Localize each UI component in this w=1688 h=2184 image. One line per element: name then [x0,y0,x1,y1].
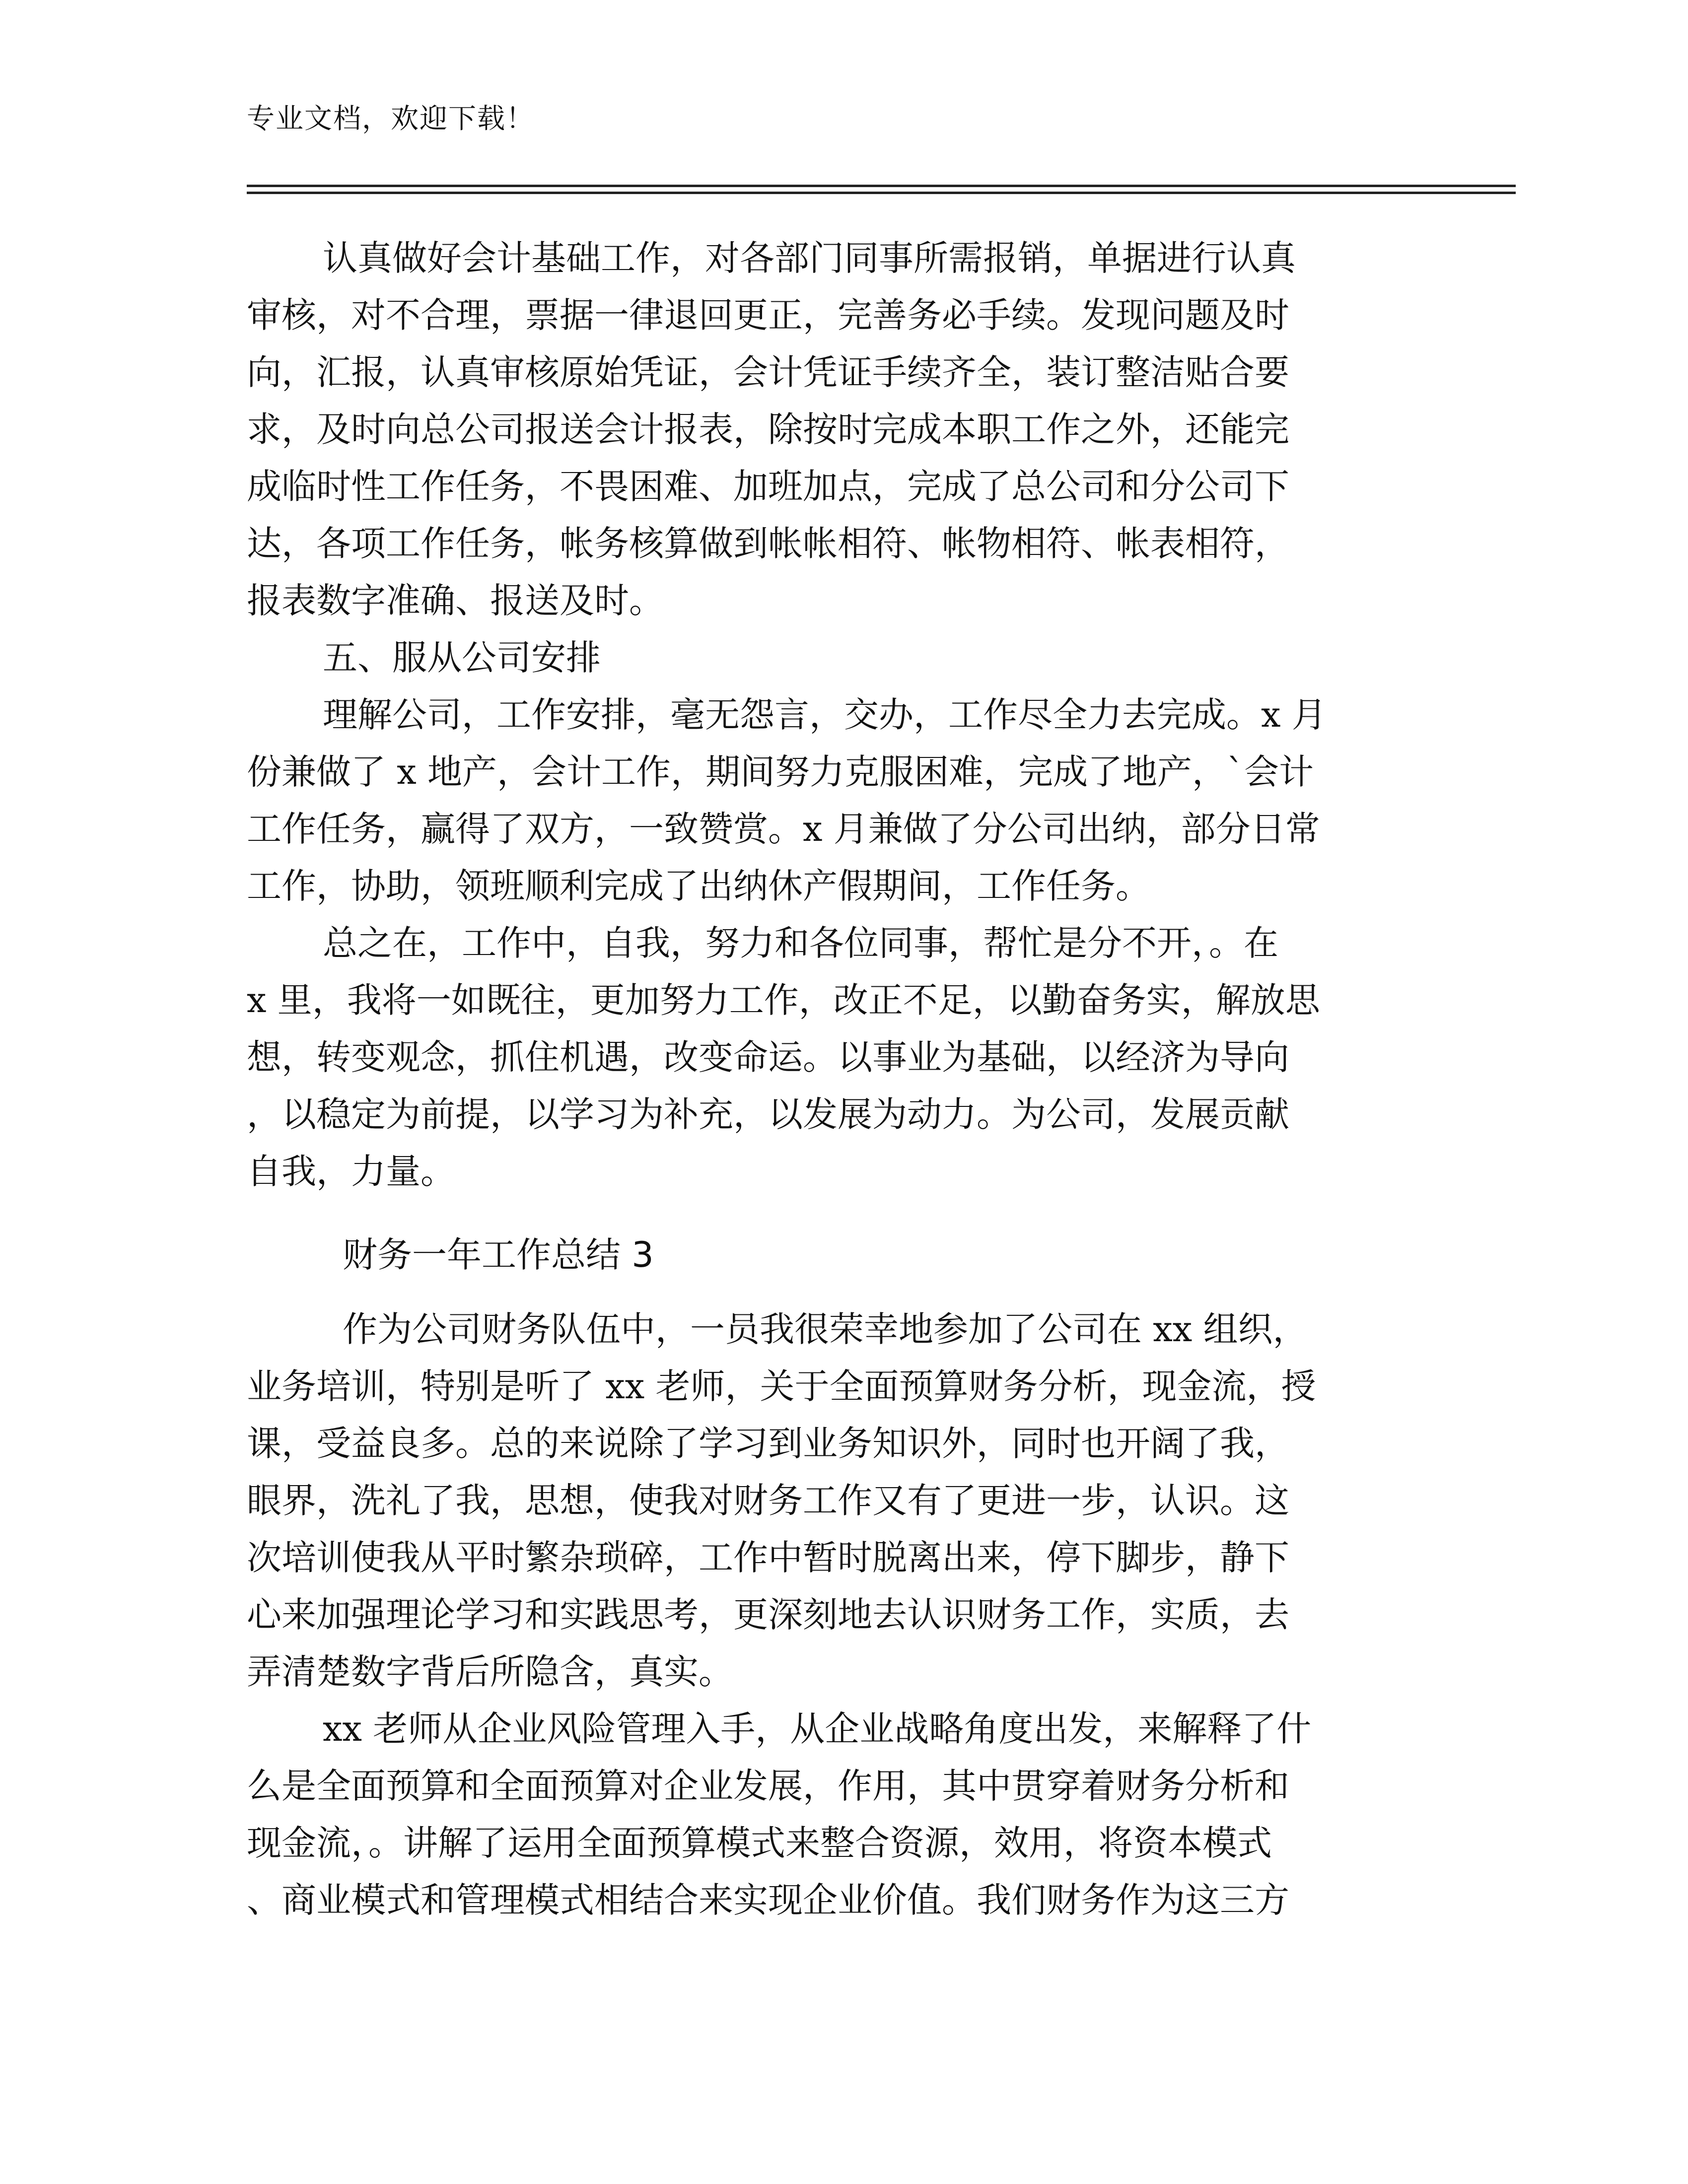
section-title: 财务一年工作总结 3 [343,1234,654,1275]
text-line: 业务培训，特别是听了 xx 老师，关于全面预算财务分析，现金流，授 [247,1366,1316,1407]
text-line: 作为公司财务队伍中，一员我很荣幸地参加了公司在 xx 组织， [343,1309,1308,1350]
text-line: 自我，力量。 [247,1151,455,1192]
text-line: 课，受益良多。总的来说除了学习到业务知识外，同时也开阔了我， [247,1423,1289,1464]
text-line: 份兼做了 x 地产，会计工作，期间努力克服困难，完成了地产，`会计 [247,751,1314,792]
subheading: 五、服从公司安排 [323,637,601,678]
text-line: 工作任务，赢得了双方，一致赞赏。x 月兼做了分公司出纳，部分日常 [247,809,1320,849]
text-line: 工作，协助，领班顺利完成了出纳休产假期间，工作任务。 [247,866,1150,906]
header-rule-top [247,185,1516,187]
header-rule-bottom [247,192,1516,194]
text-line: 报表数字准确、报送及时。 [247,580,664,621]
text-line: 心来加强理论学习和实践思考，更深刻地去认识财务工作，实质，去 [247,1594,1289,1635]
text-line: 审核，对不合理，票据一律退回更正，完善务必手续。发现问题及时 [247,295,1289,336]
text-line: 认真做好会计基础工作，对各部门同事所需报销，单据进行认真 [323,238,1296,278]
text-line: 弄清楚数字背后所隐含，真实。 [247,1651,733,1692]
text-line: ，以稳定为前提，以学习为补充，以发展为动力。为公司，发展贡献 [247,1094,1289,1135]
text-line: x 里，我将一如既往，更加努力工作，改正不足，以勤奋务实，解放思 [247,980,1320,1021]
text-line: 、商业模式和管理模式相结合来实现企业价值。我们财务作为这三方 [247,1880,1289,1920]
text-line: 向，汇报，认真审核原始凭证，会计凭证手续齐全，装订整洁贴合要 [247,352,1289,393]
text-line: 总之在，工作中，自我，努力和各位同事，帮忙是分不开，。在 [323,923,1278,963]
text-line: xx 老师从企业风险管理入手，从企业战略角度出发，来解释了什 [323,1708,1312,1749]
text-line: 达，各项工作任务，帐务核算做到帐帐相符、帐物相符、帐表相符， [247,523,1289,564]
text-line: 想，转变观念，抓住机遇，改变命运。以事业为基础，以经济为导向 [247,1037,1289,1078]
page-header-text: 专业文档，欢迎下载！ [247,103,535,135]
text-line: 成临时性工作任务，不畏困难、加班加点，完成了总公司和分公司下 [247,466,1289,507]
text-line: 么是全面预算和全面预算对企业发展，作用，其中贯穿着财务分析和 [247,1766,1289,1806]
text-line: 次培训使我从平时繁杂琐碎，工作中暂时脱离出来，停下脚步，静下 [247,1537,1289,1578]
text-line: 现金流，。讲解了运用全面预算模式来整合资源，效用，将资本模式 [247,1823,1272,1863]
text-line: 眼界，洗礼了我，思想，使我对财务工作又有了更进一步，认识。这 [247,1480,1289,1521]
text-line: 理解公司，工作安排，毫无怨言，交办，工作尽全力去完成。x 月 [323,694,1327,735]
text-line: 求，及时向总公司报送会计报表，除按时完成本职工作之外，还能完 [247,409,1289,450]
